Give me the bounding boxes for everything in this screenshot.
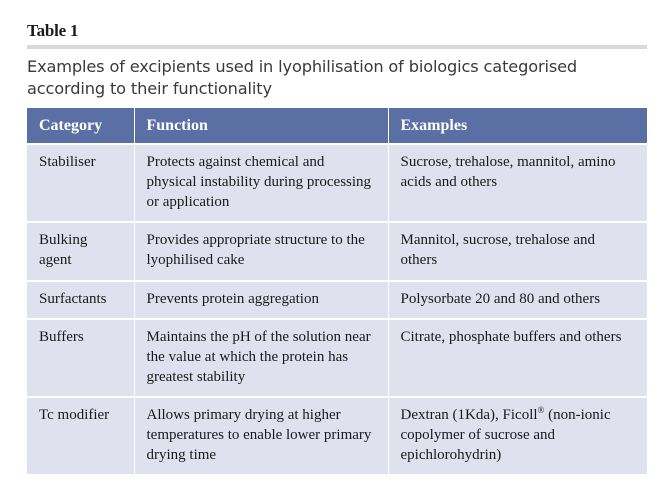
cell-examples: Citrate, phosphate buffers and others (388, 319, 647, 397)
table-row (27, 144, 647, 222)
table-row (27, 397, 647, 474)
cell-category: Bulking agent (27, 222, 134, 281)
cell-category: Stabiliser (27, 144, 134, 222)
header-examples: Examples (388, 108, 647, 144)
header-category: Category (27, 108, 134, 144)
table-row (27, 222, 647, 281)
cell-function: Prevents protein aggregation (134, 281, 388, 319)
cell-function: Maintains the pH of the solution near the value at which the protein has greatest stability (134, 319, 388, 397)
table-header-row (27, 108, 647, 144)
cell-category: Surfactants (27, 281, 134, 319)
cell-examples: Mannitol, sucrose, trehalose and others (388, 222, 647, 281)
table-caption: Examples of excipients used in lyophilisation of biologics categorised according to their functionality (27, 57, 578, 98)
registered-mark: ® (537, 405, 545, 415)
cell-function: Provides appropriate structure to the lyophilised cake (134, 222, 388, 281)
header-function: Function (134, 108, 388, 144)
cell-category: Buffers (27, 319, 134, 397)
excipients-table (27, 108, 647, 474)
table-label: Table 1 (27, 21, 79, 40)
table-row (27, 319, 647, 397)
examples-text-part: (non-ionic copolymer of sucrose and epichlorohydrin) (400, 407, 611, 463)
cell-examples: Sucrose, trehalose, mannitol, amino acids and others (388, 144, 647, 222)
cell-category: Tc modifier (27, 397, 134, 474)
cell-function: Protects against chemical and physical instability during processing or application (134, 144, 388, 222)
cell-examples (388, 397, 647, 474)
table-row (27, 281, 647, 319)
cell-function: Allows primary drying at higher temperatures to enable lower primary drying time (134, 397, 388, 474)
examples-text-part: Dextran (1Kda), Ficoll (400, 407, 538, 423)
cell-examples: Polysorbate 20 and 80 and others (388, 281, 647, 319)
label-divider (27, 45, 647, 49)
